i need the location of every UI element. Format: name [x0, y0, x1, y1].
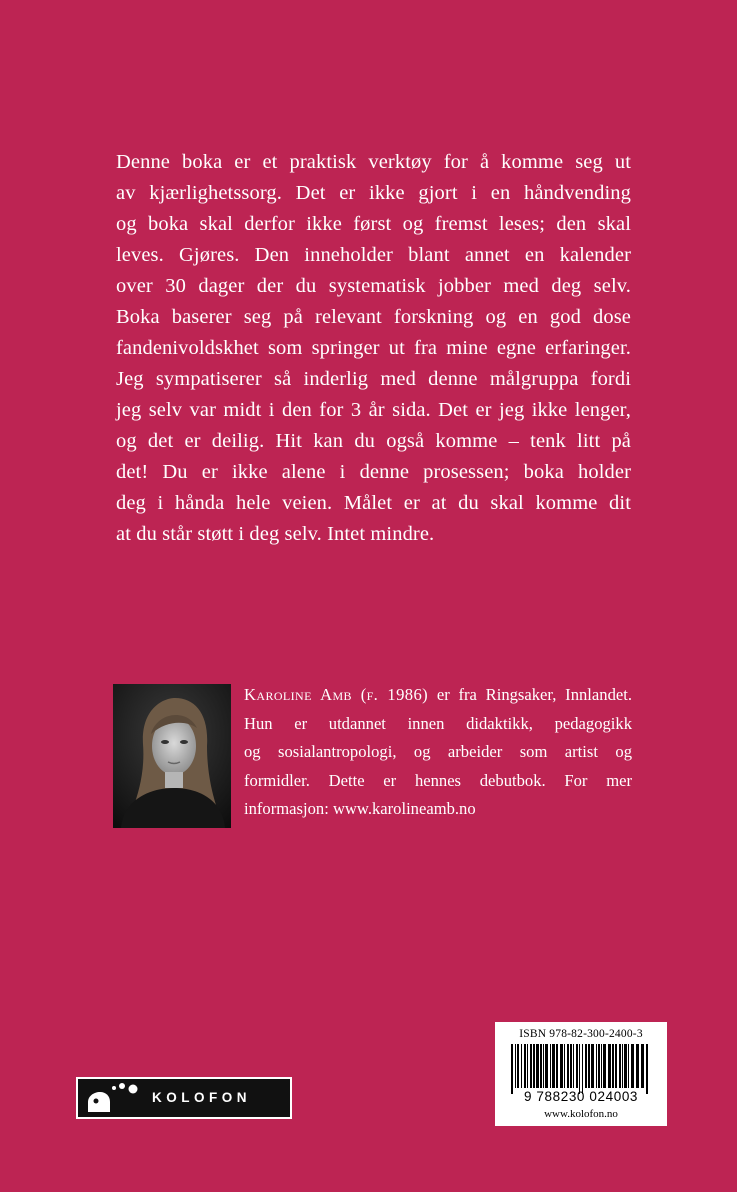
author-bio-line: og sosialantropologi, og arbeider som artist og — [244, 742, 632, 762]
blurb-line: leves. Gjøres. Den inneholder blant annet en kalender — [116, 244, 631, 266]
blurb-line: det! Du er ikke alene i denne prosessen; boka holder — [116, 461, 631, 483]
barcode-box — [495, 1022, 667, 1126]
blurb-line: fandenivoldskhet som springer ut fra mine egne erfaringer. — [116, 337, 631, 359]
barcode-bar — [601, 1044, 602, 1088]
blurb-line: Jeg sympatiserer så inderlig med denne målgruppa fordi — [116, 368, 631, 390]
barcode-bar — [596, 1044, 597, 1088]
blurb-line: og boka skal derfor ikke først og fremst leses; den skal — [116, 213, 631, 235]
barcode-bar — [646, 1044, 648, 1094]
kolofon-logo-icon — [84, 1082, 146, 1114]
barcode-bar — [533, 1044, 535, 1088]
barcode-bar — [573, 1044, 574, 1088]
barcode-bar — [517, 1044, 519, 1088]
barcode-bar — [641, 1044, 644, 1088]
barcode-bar — [615, 1044, 617, 1088]
publisher-name: KOLOFON — [152, 1090, 251, 1105]
barcode-bar — [636, 1044, 639, 1088]
barcode-bar — [619, 1044, 621, 1088]
barcode-bar — [524, 1044, 526, 1088]
barcode-bar — [598, 1044, 600, 1088]
barcode-bar — [515, 1044, 516, 1088]
barcode-bar — [631, 1044, 634, 1088]
blurb-line: jeg selv var midt i den for 3 år sida. Det er jeg ikke lenger, — [116, 399, 631, 421]
author-bio-text: er fra Ringsaker, Innlandet. — [436, 685, 632, 704]
barcode-bar — [585, 1044, 587, 1088]
author-birth-year: (f. 1986) — [360, 685, 429, 704]
author-bio-line: informasjon: www.karolineamb.no — [244, 799, 476, 819]
author-bio-line: Hun er utdannet innen didaktikk, pedagogikk — [244, 713, 632, 733]
barcode-icon — [509, 1044, 653, 1094]
barcode-bar — [530, 1044, 532, 1088]
barcode-bar — [622, 1044, 623, 1088]
barcode-bar — [545, 1044, 548, 1088]
barcode-bar — [543, 1044, 544, 1088]
barcode-bar — [591, 1044, 594, 1088]
barcode-bar — [511, 1044, 513, 1094]
isbn-label: ISBN 978-82-300-2400-3 — [519, 1028, 643, 1040]
author-name: Karoline Amb — [244, 685, 352, 704]
barcode-bar — [536, 1044, 539, 1088]
barcode-bar — [521, 1044, 522, 1088]
author-bio-line: formidler. Dette er hennes debutbok. For mer — [244, 770, 632, 790]
blurb-line: deg i hånda hele veien. Målet er at du skal komme dit — [116, 492, 631, 514]
barcode-bar — [608, 1044, 611, 1088]
barcode-bar — [624, 1044, 627, 1088]
publisher-url: www.kolofon.no — [544, 1108, 618, 1120]
blurb-text — [116, 147, 631, 550]
blurb-line: Boka baserer seg på relevant forskning og en god dose — [116, 306, 631, 328]
barcode-digits: 9 788230 024003 — [523, 1089, 639, 1104]
barcode-bar — [564, 1044, 565, 1088]
barcode-bar — [588, 1044, 590, 1088]
barcode-bar — [552, 1044, 555, 1088]
barcode-bar — [567, 1044, 569, 1088]
barcode-bar — [527, 1044, 528, 1088]
author-bio-line — [244, 681, 632, 710]
barcode-bar — [603, 1044, 606, 1088]
barcode-bar — [582, 1044, 583, 1094]
barcode-bar — [628, 1044, 629, 1088]
blurb-line: av kjærlighetssorg. Det er ikke gjort i en håndvending — [116, 182, 631, 204]
blurb-line: Denne boka er et praktisk verktøy for å komme seg ut — [116, 151, 631, 173]
barcode-bar — [612, 1044, 614, 1088]
barcode-bar — [560, 1044, 563, 1088]
barcode-bar — [540, 1044, 542, 1088]
author-bio — [244, 681, 632, 824]
barcode-bar — [550, 1044, 551, 1088]
barcode-bar — [579, 1044, 580, 1094]
blurb-line: over 30 dager der du systematisk jobber med deg selv. — [116, 275, 631, 297]
author-photo — [113, 684, 231, 828]
publisher-logo — [76, 1077, 292, 1119]
barcode-bar — [576, 1044, 578, 1088]
blurb-line: at du står støtt i deg selv. Intet mindre. — [116, 523, 435, 545]
blurb-line: og det er deilig. Hit kan du også komme – tenk litt på — [116, 430, 631, 452]
barcode-bar — [570, 1044, 572, 1088]
barcode-bar — [556, 1044, 558, 1088]
